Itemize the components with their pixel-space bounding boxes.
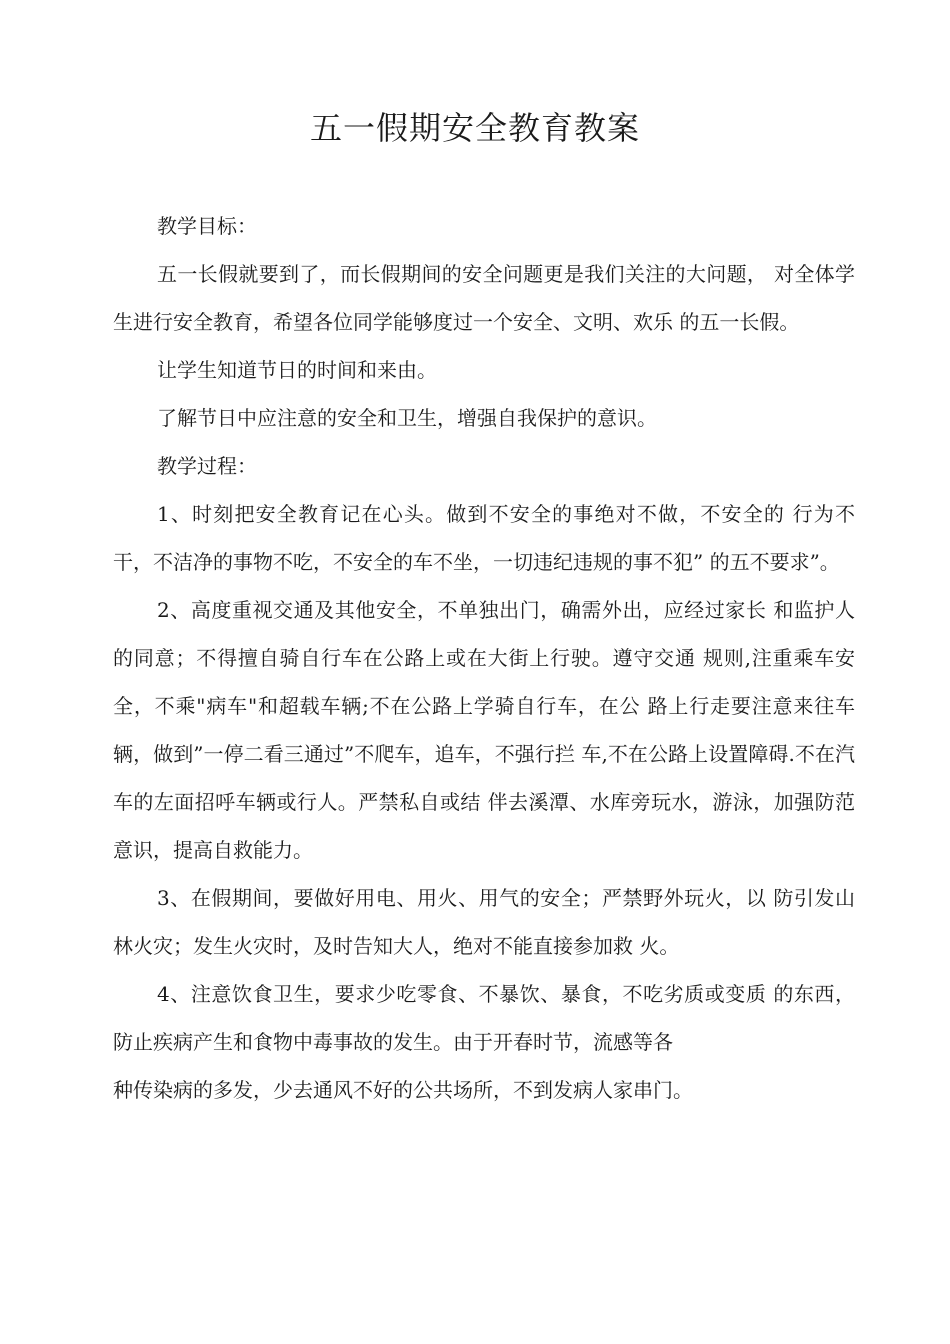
document-title: 五一假期安全教育教案 bbox=[309, 109, 640, 147]
paragraph-item-4: 4、注意饮食卫生，要求少吃零食、不暴饮、暴食，不吃劣质或变质 的东西，防止疾病产生和食物中毒事故的发生。由于开春时节，流感等各 bbox=[113, 982, 855, 1054]
paragraph-objectives-heading: 教学目标： bbox=[157, 214, 257, 238]
document-body bbox=[113, 202, 855, 1114]
paragraph-item-2: 2、高度重视交通及其他安全，不单独出门，确需外出，应经过家长 和监护人的同意；不得擅自骑自行车在公路上或在大街上行驶。遵守交通 规则,注重乘车安全，不乘"病车"和超载车辆;不在公路上学骑自行车，在公 路上行走要注意来往车辆，做到”一停二看三通过”不爬车，追车，不强行拦 车,不在公路上设置障碍.不在汽车的左面招呼车辆或行人。严禁私自或结 伴去溪潭、水库旁玩水，游泳，加强防范意识，提高自救能力。 bbox=[113, 598, 855, 862]
paragraph-item-4-continued: 种传染病的多发，少去通风不好的公共场所，不到发病人家串门。 bbox=[113, 1078, 693, 1102]
paragraph-item-3: 3、在假期间，要做好用电、用火、用气的安全；严禁野外玩火，以 防引发山林火灾；发生火灾时，及时告知大人，绝对不能直接参加救 火。 bbox=[113, 886, 855, 958]
paragraph-item-1: 1、时刻把安全教育记在心头。做到不安全的事绝对不做，不安全的 行为不干，不洁净的事物不吃，不安全的车不坐，一切违纪违规的事不犯” 的五不要求”。 bbox=[113, 502, 855, 574]
paragraph-objective-1: 让学生知道节日的时间和来由。 bbox=[157, 358, 437, 382]
paragraph-process-heading: 教学过程： bbox=[157, 454, 257, 478]
paragraph-objective-intro: 五一长假就要到了，而长假期间的安全问题更是我们关注的大问题， 对全体学生进行安全教育，希望各位同学能够度过一个安全、文明、欢乐 的五一长假。 bbox=[113, 262, 855, 334]
paragraph-objective-2: 了解节日中应注意的安全和卫生，增强自我保护的意识。 bbox=[157, 406, 657, 430]
